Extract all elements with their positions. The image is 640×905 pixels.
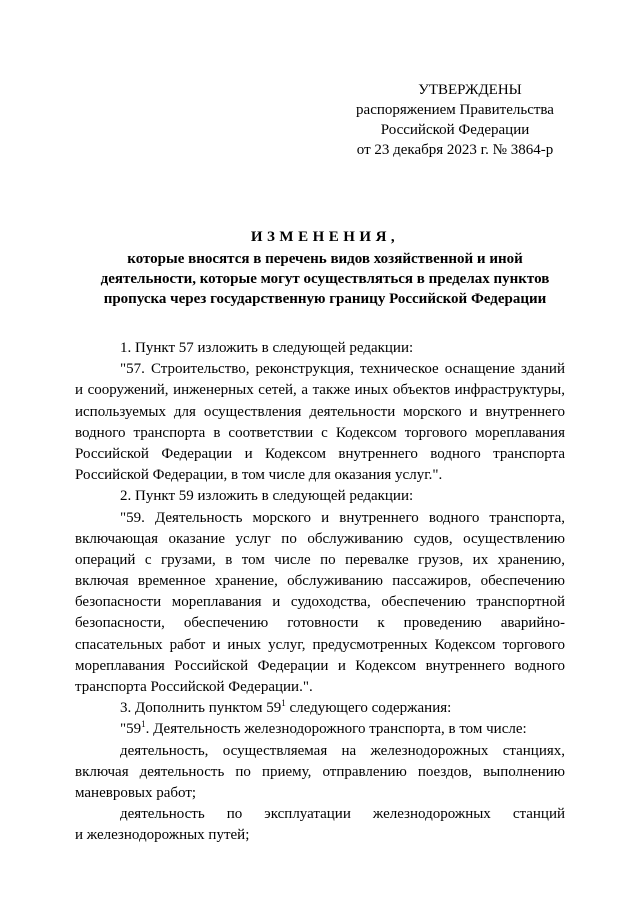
approval-line-3: от 23 декабря 2023 г. № 3864-р	[356, 142, 554, 158]
subitem-1-line: деятельность, осуществляемая на железнодорожных станциях,	[120, 742, 565, 759]
subitem-1-line: включая деятельность по приему, отправлению поездов, выполнению	[75, 763, 565, 780]
quote-59-1	[75, 719, 565, 740]
item-3-text: 3. Дополнить пунктом 59	[120, 700, 282, 717]
subitem-2-line: и железнодорожных путей;	[75, 827, 250, 844]
subitem-1-line: маневровых работ;	[75, 784, 197, 801]
approval-line-2: Российской Федерации	[380, 122, 530, 138]
quote-59-1-start: "59	[120, 721, 142, 738]
heading-subtitle-3: пропуска через государственную границу Российской Федерации	[103, 291, 547, 307]
subitem-2-line: деятельность по эксплуатации железнодорожных станций	[120, 806, 565, 823]
item-2: 2. Пункт 59 изложить в следующей редакции:	[120, 488, 414, 505]
quote-59-line: безопасности мореплавания и судоходства, обеспечению транспортной	[75, 594, 565, 611]
quote-57-line: водного транспорта в соответствии с Кодексом торгового мореплавания	[75, 424, 565, 441]
quote-57-line: Российской Федерации, в том числе для оказания услуг.".	[75, 467, 443, 484]
quote-57-line: используемых для осуществления деятельности морского и внутреннего	[75, 403, 565, 420]
item-3	[75, 698, 565, 719]
quote-59-1-superscript: 1	[141, 719, 146, 730]
quote-59-line: операций с грузами, в том числе по перевалке грузов, их хранению,	[75, 551, 565, 568]
item-3-text-end: следующего содержания:	[285, 700, 452, 717]
heading-subtitle-2: деятельности, которые могут осуществляться в пределах пунктов	[100, 271, 550, 287]
item-1: 1. Пункт 57 изложить в следующей редакции:	[120, 340, 414, 356]
quote-59-line: спасательных работ и иных услуг, предусмотренных Кодексом торгового	[75, 636, 565, 653]
heading-title: ИЗМЕНЕНИЯ,	[250, 229, 400, 245]
subitem-1	[75, 741, 565, 805]
quote-59-line: включая временное хранение, обслуживанию пассажиров, обеспечению	[75, 573, 565, 590]
quote-59-line: "59. Деятельность морского и внутреннего водного транспорта,	[120, 509, 565, 526]
document-body	[75, 338, 565, 847]
subitem-2	[75, 804, 565, 846]
quote-59-line: мореплавания Российской Федерации и Кодексом внутреннего водного	[75, 657, 565, 674]
approval-line-1: распоряжением Правительства	[356, 102, 554, 118]
quote-57-line: Российской Федерации и Кодексом внутреннего водного транспорта	[75, 445, 565, 462]
quote-59-line: включающая оказание услуг по обслуживанию судов, осуществлению	[75, 530, 565, 547]
document-heading	[60, 227, 590, 309]
quote-59-line: безопасности, обеспечению готовности к проведению аварийно-	[75, 615, 565, 632]
quote-57	[75, 359, 565, 486]
quote-59-1-text: . Деятельность железнодорожного транспорта, в том числе:	[145, 721, 527, 738]
quote-57-line: "57. Строительство, реконструкция, техническое оснащение зданий	[120, 361, 565, 378]
approval-stamp	[330, 80, 580, 160]
heading-subtitle-1: которые вносятся в перечень видов хозяйственной и иной	[127, 251, 523, 267]
quote-59	[75, 508, 565, 699]
approved-label: УТВЕРЖДЕНЫ	[418, 82, 522, 98]
quote-59-line: транспорта Российской Федерации.".	[75, 679, 313, 695]
item-3-superscript: 1	[281, 698, 286, 709]
quote-57-line: и сооружений, инженерных сетей, а также иных объектов инфраструктуры,	[75, 382, 565, 399]
